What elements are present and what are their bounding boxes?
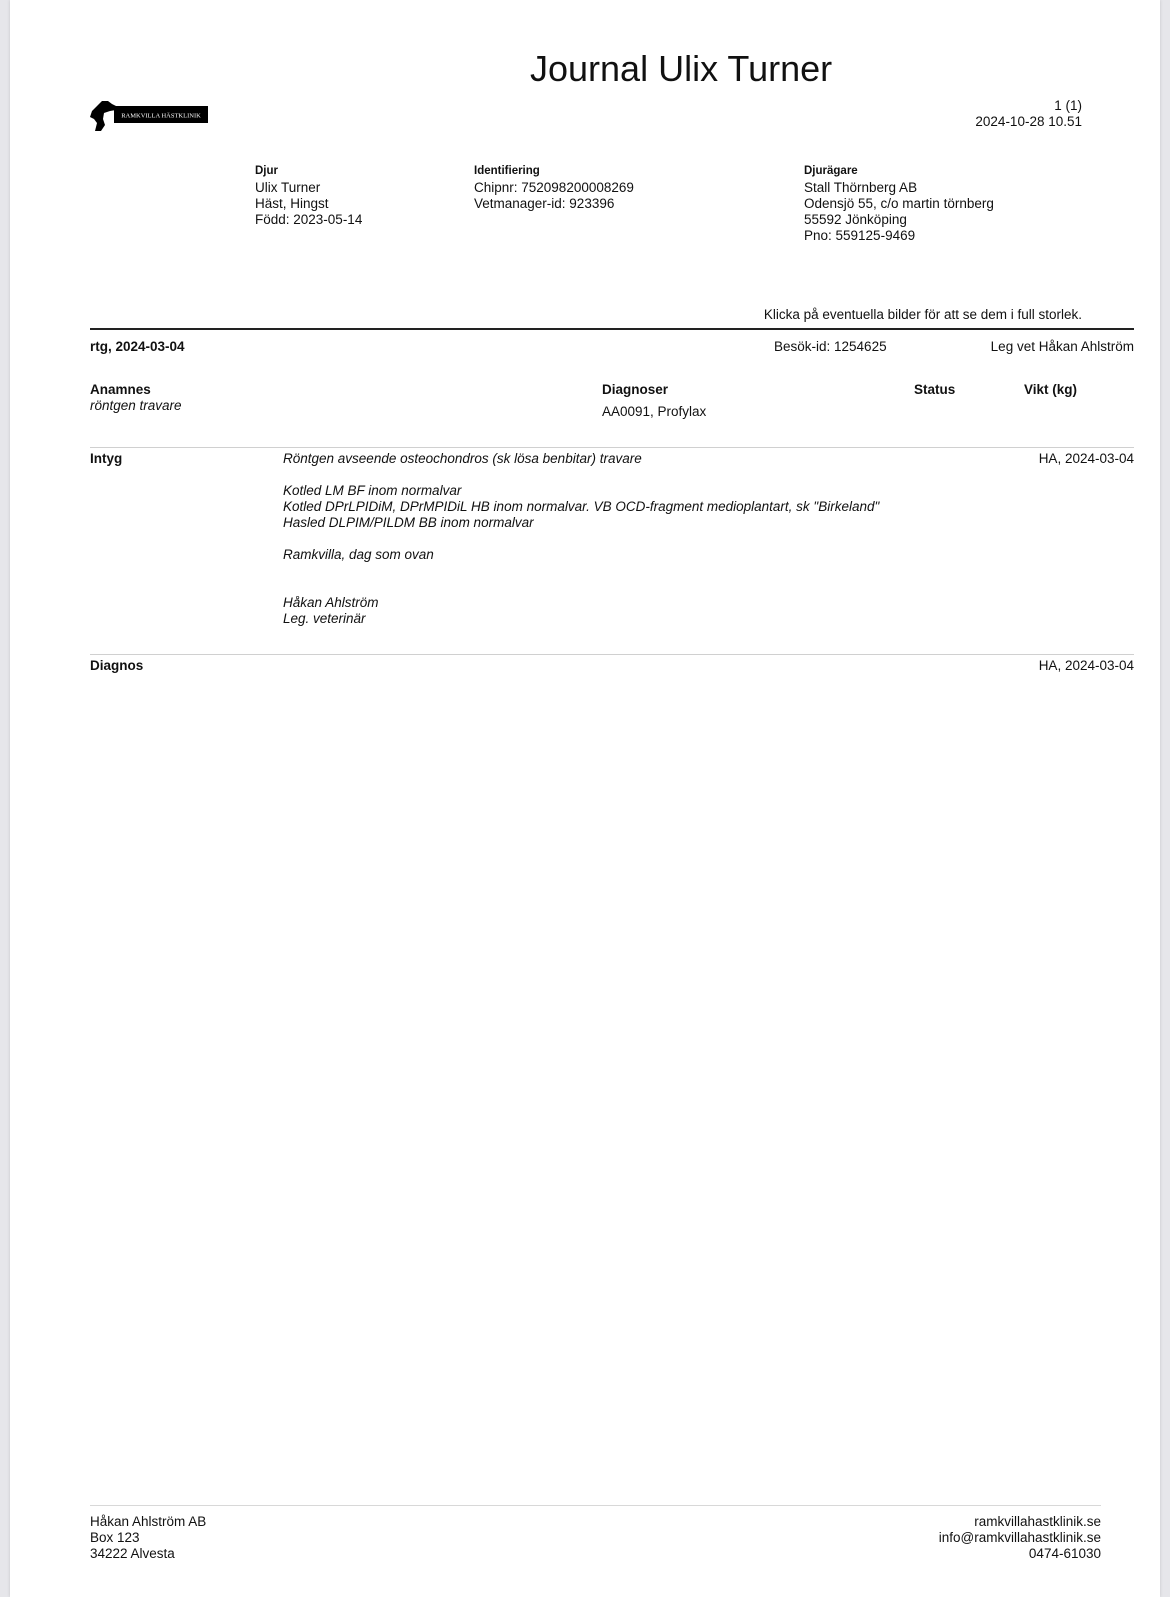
company-city: 34222 Alvesta [90, 1546, 175, 1561]
visit-vet: Leg vet Håkan Ahlström [990, 339, 1134, 354]
animal-name: Ulix Turner [255, 180, 321, 195]
horse-head-logo-icon [90, 99, 208, 131]
section-divider [90, 328, 1134, 330]
diagnos-divider [90, 654, 1134, 655]
page-info [975, 98, 1082, 130]
owner-city: 55592 Jönköping [804, 212, 907, 227]
weight-label: Vikt (kg) [1024, 382, 1078, 397]
owner-pno: Pno: 559125-9469 [804, 228, 916, 243]
diagnoser-label: Diagnoser [602, 382, 669, 397]
identification-header: Identifiering [474, 165, 540, 177]
intyg-line: Hasled DLPIM/PILDM BB inom normalvar [283, 515, 534, 530]
animal-species: Häst, Hingst [255, 196, 329, 211]
intyg-text [283, 451, 879, 627]
intyg-line: Kotled DPrLPIDiM, DPrMPIDiL HB inom normalvar. VB OCD-fragment medioplantart, sk "Birkeland" [283, 499, 880, 514]
intyg-label: Intyg [90, 451, 123, 466]
journal-page [10, 0, 1160, 1597]
status-label: Status [914, 382, 956, 397]
intyg-place: Ramkvilla, dag som ovan [283, 547, 434, 562]
owner-header: Djurägare [804, 165, 858, 177]
company-name: Håkan Ahlström AB [90, 1514, 207, 1529]
identification-info [474, 165, 634, 212]
print-timestamp: 2024-10-28 10.51 [975, 114, 1082, 129]
visit-type-date: rtg, 2024-03-04 [90, 339, 185, 354]
visit-id: Besök-id: 1254625 [774, 339, 887, 354]
image-notice: Klicka på eventuella bilder för att se dem i full storlek. [763, 307, 1082, 322]
phone-number: 0474-61030 [1028, 1546, 1101, 1561]
email-link[interactable]: info@ramkvillahastklinik.se [938, 1530, 1101, 1545]
intyg-heading: Röntgen avseende osteochondros (sk lösa benbitar) travare [283, 451, 642, 466]
footer-contact [939, 1514, 1101, 1562]
intyg-line: Kotled LM BF inom normalvar [283, 483, 462, 498]
logo-text: RAMKVILLA HÄSTKLINIK [121, 112, 201, 120]
footer-divider [90, 1505, 1101, 1506]
diagnos-signature: HA, 2024-03-04 [1038, 658, 1134, 673]
owner-address: Odensjö 55, c/o martin törnberg [804, 196, 994, 211]
animal-info [255, 165, 362, 228]
chip-number: Chipnr: 752098200008269 [474, 180, 634, 195]
owner-name: Stall Thörnberg AB [804, 180, 918, 195]
page-title: Journal Ulix Turner [530, 48, 833, 89]
diagnos-label: Diagnos [90, 658, 144, 673]
intyg-signature: HA, 2024-03-04 [1038, 451, 1134, 466]
animal-header: Djur [255, 165, 278, 177]
vetmanager-id: Vetmanager-id: 923396 [474, 196, 615, 211]
intyg-signer: Håkan Ahlström [283, 595, 379, 610]
clinic-logo [90, 99, 208, 131]
footer-company [90, 1514, 206, 1562]
company-box: Box 123 [90, 1530, 140, 1545]
page-number: 1 (1) [1054, 98, 1082, 113]
anamnes-text: röntgen travare [90, 398, 182, 413]
owner-info [804, 165, 994, 244]
anamnes-label: Anamnes [90, 382, 151, 397]
animal-born: Född: 2023-05-14 [255, 212, 363, 227]
website-link[interactable]: ramkvillahastklinik.se [974, 1514, 1101, 1529]
intyg-signer-title: Leg. veterinär [283, 611, 366, 626]
intyg-divider [90, 447, 1134, 448]
diagnoser-value: AA0091, Profylax [602, 404, 707, 419]
